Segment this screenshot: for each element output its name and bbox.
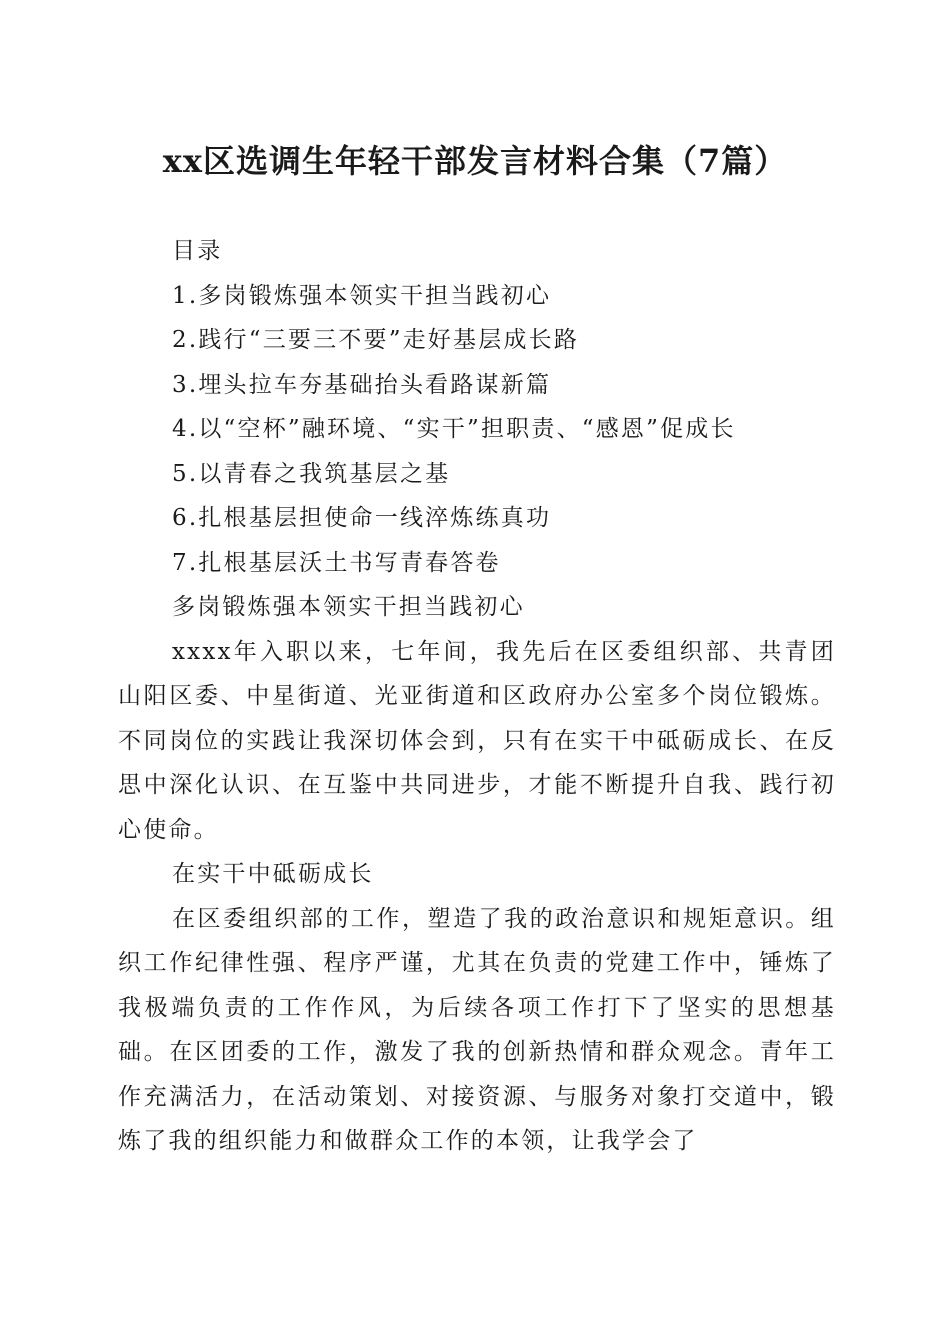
toc-heading: 目录 xyxy=(172,238,223,264)
article-title: 多岗锻炼强本领实干担当践初心 xyxy=(172,594,525,620)
body-paragraph: 在区委组织部的工作，塑造了我的政治意识和规矩意识。组织工作纪律性强、程序严谨，尤其在负责的党建工作中，锤炼了我极端负责的工作作风，为后续各项工作打下了坚实的思想基础。在区团委的工作，激发了我的创新热情和群众观念。青年工作充满活力，在活动策划、对接资源、与服务对象打交道中，锻炼了我的组织能力和做群众工作的本领，让我学会了 xyxy=(118,905,836,1154)
document-title: xx区选调生年轻干部发言材料合集（7篇） xyxy=(162,142,788,180)
toc-item: 2.践行“三要三不要”走好基层成长路 xyxy=(172,327,580,353)
toc-item: 7.扎根基层沃土书写青春答卷 xyxy=(172,549,501,576)
toc-item: 6.扎根基层担使命一线淬炼练真功 xyxy=(172,505,552,531)
toc-item: 5.以青春之我筑基层之基 xyxy=(172,460,451,487)
section-subheading: 在实干中砥砺成长 xyxy=(172,861,374,887)
toc-item: 3.埋头拉车夯基础抬头看路谋新篇 xyxy=(172,371,552,398)
toc-item: 1.多岗锻炼强本领实干担当践初心 xyxy=(172,282,552,309)
toc-item: 4.以“空杯”融环境、“实干”担职责、“感恩”促成长 xyxy=(172,416,736,442)
document-body xyxy=(118,229,836,1164)
body-paragraph: xxxx年入职以来，七年间，我先后在区委组织部、共青团山阳区委、中星街道、光亚街道和区政府办公室多个岗位锻炼。不同岗位的实践让我深切体会到，只有在实干中砥砺成长、在反思中深化认识、在互鉴中共同进步，才能不断提升自我、践行初心使命。 xyxy=(118,638,836,843)
